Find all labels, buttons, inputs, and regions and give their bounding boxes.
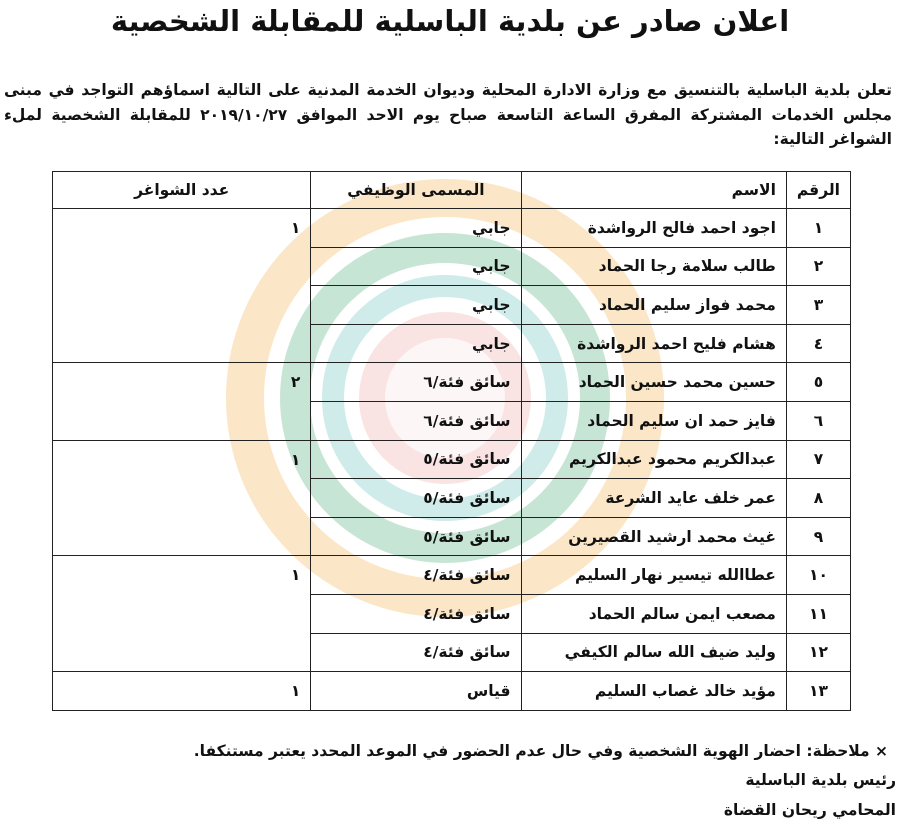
row-number: ١٢ [786,633,850,672]
row-name: مصعب ايمن سالم الحماد [521,594,786,633]
row-name: مؤيد خالد غصاب السليم [521,672,786,711]
vacancy-count: ١ [53,672,311,711]
candidates-table [52,171,851,711]
table-header-row [53,172,851,209]
note-text: × ملاحظة: احضار الهوية الشخصية وفي حال عدم الحضور في الموعد المحدد يعتبر مستنكفا. [193,742,888,760]
row-number: ٧ [786,440,850,479]
row-number: ٤ [786,324,850,363]
row-job: جابي [311,209,521,248]
table-row [53,672,851,711]
row-job: سائق فئة/٥ [311,517,521,556]
row-number: ١ [786,209,850,248]
row-number: ١٣ [786,672,850,711]
row-name: غيث محمد ارشيد القصيرين [521,517,786,556]
row-name: عطاالله تيسير نهار السليم [521,556,786,595]
row-number: ١١ [786,594,850,633]
row-job: سائق فئة/٥ [311,440,521,479]
vacancy-count: ٢ [53,363,311,440]
row-number: ٨ [786,479,850,518]
row-number: ١٠ [786,556,850,595]
row-name: هشام فليح احمد الرواشدة [521,324,786,363]
announcement-title: اعلان صادر عن بلدية الباسلية للمقابلة الشخصية [110,4,790,38]
table-row [53,440,851,479]
table-row [53,556,851,595]
table-row [53,209,851,248]
row-number: ٣ [786,286,850,325]
row-job: قياس [311,672,521,711]
vacancy-count: ١ [53,440,311,556]
vacancy-count: ١ [53,556,311,672]
row-job: جابي [311,286,521,325]
row-job: سائق فئة/٤ [311,633,521,672]
row-name: فايز حمد ان سليم الحماد [521,401,786,440]
announcement-body: تعلن بلدية الباسلية بالتنسيق مع وزارة الادارة المحلية وديوان الخدمة المدنية على التالية اسماؤهم التواجد في مبنى مجلس الخدمات المشتركة المفرق الساعة التاسعة صباح يوم الاحد الموافق ٢٠١٩/١٠/٢٧ للمقابلة الشخصية لملء الشواغر التالية: [4,81,892,148]
header-job: المسمى الوظيفي [311,172,521,209]
table-row [53,363,851,402]
row-name: محمد فواز سليم الحماد [521,286,786,325]
row-job: سائق فئة/٤ [311,594,521,633]
row-number: ٢ [786,247,850,286]
row-job: سائق فئة/٥ [311,479,521,518]
vacancy-count: ١ [53,209,311,363]
row-name: اجود احمد فالح الرواشدة [521,209,786,248]
row-name: وليد ضيف الله سالم الكيفي [521,633,786,672]
row-number: ٩ [786,517,850,556]
header-number: الرقم [786,172,850,209]
row-name: حسين محمد حسين الحماد [521,363,786,402]
row-number: ٥ [786,363,850,402]
header-vacancies: عدد الشواغر [53,172,311,209]
row-job: جابي [311,247,521,286]
row-name: عبدالكريم محمود عبدالكريم [521,440,786,479]
row-name: طالب سلامة رجا الحماد [521,247,786,286]
row-job: سائق فئة/٦ [311,401,521,440]
row-job: سائق فئة/٤ [311,556,521,595]
row-job: جابي [311,324,521,363]
header-name: الاسم [521,172,786,209]
row-number: ٦ [786,401,850,440]
row-name: عمر خلف عايد الشرعة [521,479,786,518]
signatory-title: رئيس بلدية الباسلية [745,771,896,789]
signatory-name: المحامي ريحان القضاة [723,801,896,819]
row-job: سائق فئة/٦ [311,363,521,402]
